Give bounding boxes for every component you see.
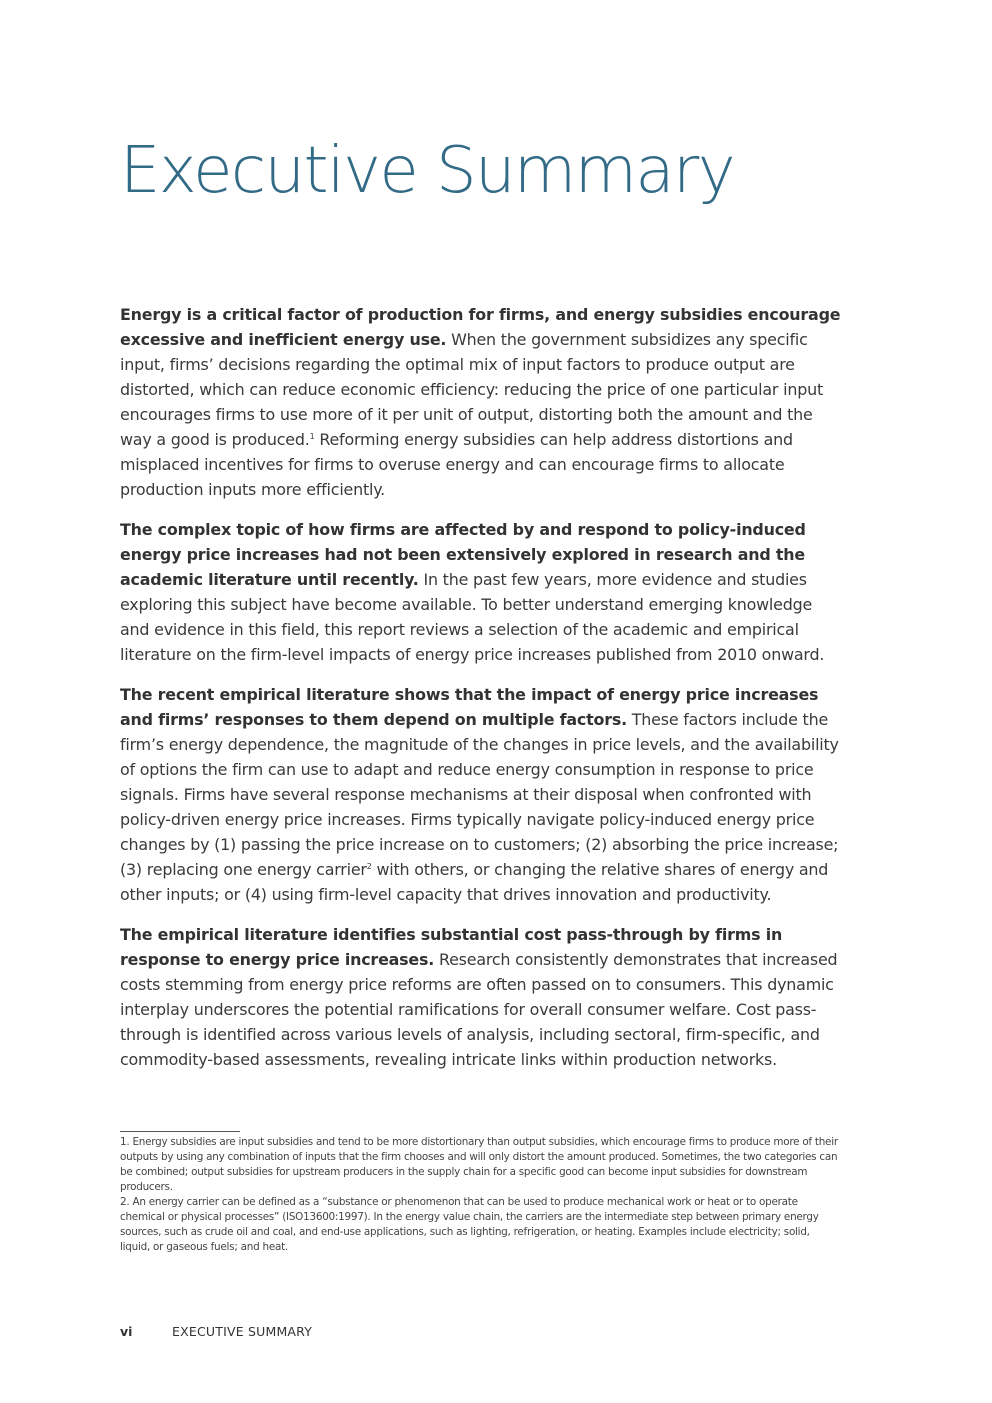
paragraph-text: Research consistently demonstrates that increased costs stemming from energy price reforms are often passed on to consumers. This dynamic interplay underscores the potential ramifications for overall consumer welfare. Cost pass-through is identified across various levels of analysis, including sectoral, firm-specific, and commodity-based assessments, revealing intricate links within production networks. bbox=[120, 950, 838, 1069]
paragraph-cost-pass-through bbox=[120, 922, 846, 1072]
footnotes bbox=[120, 1135, 840, 1255]
page-footer bbox=[120, 1324, 312, 1339]
footnote-divider bbox=[120, 1131, 240, 1132]
footnote-reference-1[interactable]: 1 bbox=[309, 432, 315, 441]
paragraph-text: In the past few years, more evidence and studies exploring this subject have become available. To better understand emerging knowledge and evidence in this field, this report reviews a selection of the academic and empirical literature on the firm-level impacts of energy price increases published from 2010 onward. bbox=[120, 570, 825, 664]
paragraph-lead: The complex topic of how firms are affected by and respond to policy-induced energy price increases had not been extensively explored in research and the academic literature until recently. bbox=[120, 520, 806, 589]
paragraph-text: with others, or changing the relative shares of energy and other inputs; or (4) using firm-level capacity that drives innovation and productivity. bbox=[120, 860, 829, 904]
footnote-1: 1. Energy subsidies are input subsidies and tend to be more distortionary than output subsidies, which encourage firms to produce more of their outputs by using any combination of inputs that the firm chooses and will only distort the amount produced. Sometimes, the two categories can be combined; output subsidies for upstream producers in the supply chain for a specific good can become input subsidies for downstream producers. bbox=[120, 1136, 838, 1193]
paragraph-lead: Energy is a critical factor of production for firms, and energy subsidies encourage excessive and inefficient energy use. bbox=[120, 305, 841, 349]
footnote-reference-2[interactable]: 2 bbox=[366, 862, 372, 871]
paragraph-text: These factors include the firm’s energy dependence, the magnitude of the changes in price levels, and the availability of options the firm can use to adapt and reduce energy consumption in response to price signals. Firms have several response mechanisms at their disposal when confronted with policy-driven energy price increases. Firms typically navigate policy-induced energy price changes by (1) passing the price increase on to customers; (2) absorbing the price increase; (3) replacing one energy carrier bbox=[120, 710, 839, 879]
footer-section-label: EXECUTIVE SUMMARY bbox=[172, 1324, 313, 1339]
paragraph-lead: The empirical literature identifies substantial cost pass-through by firms in response to energy price increases. bbox=[120, 925, 783, 969]
paragraph-energy-subsidies bbox=[120, 302, 846, 502]
paragraph-research-gap bbox=[120, 517, 846, 667]
page-number: vi bbox=[120, 1324, 133, 1339]
page-title: Executive Summary bbox=[120, 134, 735, 208]
footnote-2: 2. An energy carrier can be defined as a “substance or phenomenon that can be used to produce mechanical work or heat or to operate chemical or physical processes” (ISO13600:1997). In the energy value chain, the carriers are the intermediate step between primary energy sources, such as crude oil and coal, and end-use applications, such as lighting, refrigeration, or heating. Examples include electricity; solid, liquid, or gaseous fuels; and heat. bbox=[120, 1196, 819, 1253]
main-content bbox=[120, 302, 846, 1087]
paragraph-response-factors bbox=[120, 682, 846, 907]
paragraph-text: When the government subsidizes any specific input, firms’ decisions regarding the optimal mix of input factors to produce output are distorted, which can reduce economic efficiency: reducing the price of one particular input encourages firms to use more of it per unit of output, distorting both the amount and the way a good is produced. bbox=[120, 330, 823, 449]
paragraph-text: Reforming energy subsidies can help address distortions and misplaced incentives for firms to overuse energy and can encourage firms to allocate production inputs more efficiently. bbox=[120, 430, 793, 499]
paragraph-lead: The recent empirical literature shows that the impact of energy price increases and firms’ responses to them depend on multiple factors. bbox=[120, 685, 819, 729]
